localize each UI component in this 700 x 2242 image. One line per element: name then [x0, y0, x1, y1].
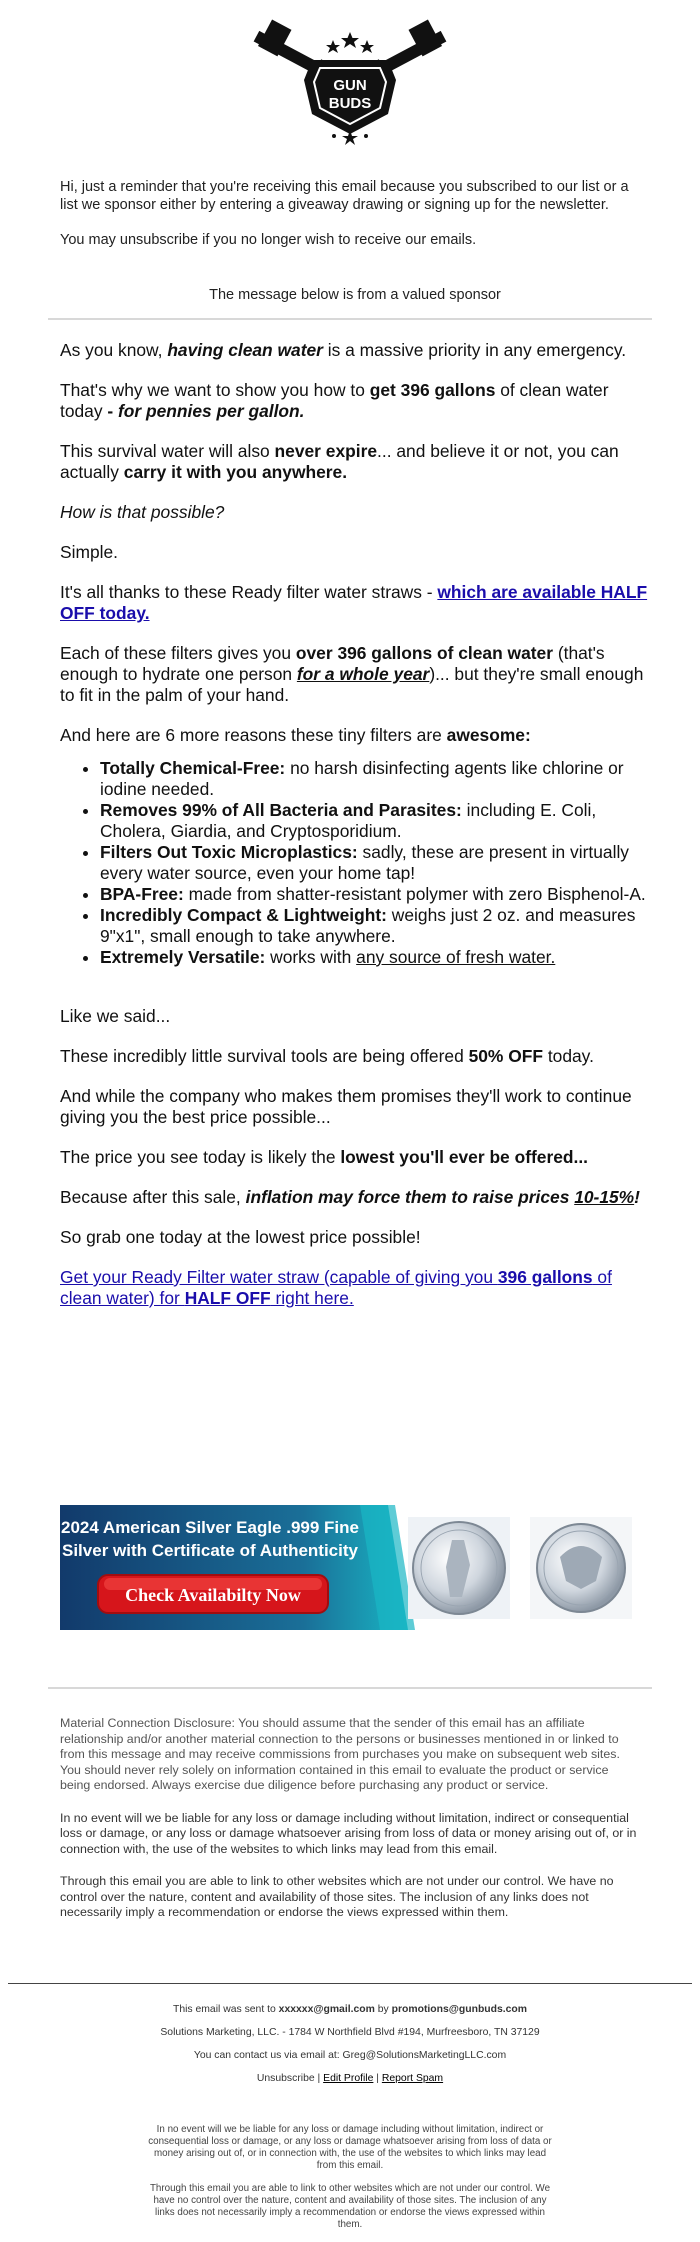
- cta-paragraph: [60, 1267, 652, 1309]
- paragraph: The price you see today is likely the lowest you'll ever be offered...: [60, 1147, 589, 1167]
- logo-text-buds: BUDS: [328, 95, 372, 112]
- report-spam-link[interactable]: Report Spam: [381, 2073, 444, 2084]
- intro-section: [60, 178, 650, 266]
- subscription-reminder: Hi, just a reminder that you're receiving this email because you subscribed to our list or a list we sponsor either by entering a giveaway drawing or signing up for the newsletter.: [60, 179, 629, 213]
- coin-back-image: [530, 1517, 632, 1619]
- paragraph: And while the company who makes them promises they'll work to continue giving you the best price possible...: [60, 1086, 632, 1127]
- material-disclosure: Material Connection Disclosure: You should assume that the sender of this email has an affiliate relationship and/or another material connection to the persons or businesses mentioned in or linked to from this message and may receive commissions from purchases you make on subsequent web sites. You should never rely solely on information contained in this email to evaluate the product or service being endorsed. Always exercise due diligence before purchasing any product or service.: [60, 1716, 620, 1792]
- cta-link[interactable]: Get your Ready Filter water straw (capable of giving you 396 gallons of clean water) for HALF OFF right here.: [60, 1267, 612, 1308]
- list-item: • Filters Out Toxic Microplastics: sadly, these are present in virtually every water source, even your home tap!: [100, 842, 652, 884]
- coin-front-image: [408, 1517, 510, 1619]
- unsubscribe-note: You may unsubscribe if you no longer wish to receive our emails.: [60, 232, 477, 248]
- sponsor-article: [60, 340, 652, 1328]
- paragraph: It's all thanks to these Ready filter water straws - which are available HALF OFF today.: [60, 582, 648, 623]
- paragraph: How is that possible?: [60, 502, 225, 522]
- divider: [48, 318, 652, 320]
- check-availability-label: Check Availabilty Now: [125, 1585, 301, 1605]
- ad-headline-line1: 2024 American Silver Eagle .999 Fine: [61, 1518, 359, 1537]
- company-address: Solutions Marketing, LLC. - 1784 W Northfield Blvd #194, Murfreesboro, TN 37129: [160, 2027, 540, 2038]
- paragraph: As you know, having clean water is a massive priority in any emergency.: [60, 340, 627, 360]
- logo-text-gun: GUN: [333, 77, 367, 94]
- paragraph: Like we said...: [60, 1006, 171, 1026]
- gun-buds-logo[interactable]: [250, 18, 450, 152]
- liability-disclaimer: In no event will we be liable for any loss or damage including without limitation, indirect or consequential loss or damage, or any loss or damage whatsoever arising from loss of data or money arising out of, or in connection with, the use of the websites to which links may lead from this email.: [60, 1810, 637, 1856]
- fine-print: [145, 2124, 555, 2242]
- external-links-disclaimer: Through this email you are able to link to other websites which are not under our control. We have no control over the nature, content and availability of those sites. The inclusion of any links does not necessarily imply a recommendation or endorse the views expressed within them.: [60, 1874, 614, 1919]
- paragraph: These incredibly little survival tools are being offered 50% OFF today.: [60, 1046, 594, 1066]
- paragraph: Simple.: [60, 542, 118, 562]
- list-item: • Removes 99% of All Bacteria and Parasites: including E. Coli, Cholera, Giardia, and Cryptosporidium.: [100, 800, 652, 842]
- unsubscribe-link[interactable]: Unsubscribe: [256, 2073, 315, 2084]
- paragraph: So grab one today at the lowest price possible!: [60, 1227, 421, 1247]
- fine-liability: In no event will we be liable for any loss or damage including without limitation, indirect or consequential loss or damage, or any loss or damage whatsoever arising from loss of data or money arising out of, or in connection with, the use of the websites to which links may lead from this email.: [148, 2124, 552, 2171]
- list-item: • BPA-Free: made from shatter-resistant polymer with zero Bisphenol-A.: [100, 884, 652, 905]
- silver-eagle-ad-banner[interactable]: [60, 1505, 640, 1630]
- list-item: • Totally Chemical-Free: no harsh disinfecting agents like chlorine or iodine needed.: [100, 758, 652, 800]
- ad-headline-line2: Silver with Certificate of Authenticity: [62, 1541, 358, 1560]
- edit-profile-link[interactable]: Edit Profile: [323, 2073, 374, 2084]
- disclaimer-section: [60, 1716, 642, 1938]
- divider: [8, 1983, 692, 1984]
- half-off-link[interactable]: which are available HALF OFF today.: [60, 582, 648, 623]
- fine-links: Through this email you are able to link to other websites which are not under our control. We have no control over the nature, content and availability of those sites. The inclusion of any links does not necessarily imply a recommendation or endorse the views expressed within them.: [149, 2183, 551, 2230]
- divider: [48, 1687, 652, 1689]
- check-availability-button[interactable]: [98, 1575, 328, 1613]
- list-item: • Extremely Versatile: works with any source of fresh water.: [100, 947, 652, 968]
- sponsor-note: The message below is from a valued sponsor: [209, 287, 501, 303]
- paragraph: Each of these filters gives you over 396 gallons of clean water (that's enough to hydrate one person for a whole year)... but they're small enough to fit in the palm of your hand.: [60, 643, 644, 705]
- reasons-list: [60, 758, 652, 968]
- contact-line: You can contact us via email at: Greg@SolutionsMarketingLLC.com: [193, 2050, 507, 2061]
- paragraph: That's why we want to show you how to get 396 gallons of clean water today - for pennies per gallon.: [60, 380, 609, 421]
- paragraph: This survival water will also never expire... and believe it or not, you can actually carry it with you anywhere.: [60, 441, 619, 482]
- list-item: • Incredibly Compact & Lightweight: weighs just 2 oz. and measures 9"x1", small enough to take anywhere.: [100, 905, 652, 947]
- sent-to-line: This email was sent to xxxxxx@gmail.com by promotions@gunbuds.com: [172, 2004, 528, 2015]
- footer-links: Unsubscribe | Edit Profile | Report Spam: [256, 2073, 444, 2084]
- paragraph: Because after this sale, inflation may force them to raise prices 10-15%!: [60, 1187, 640, 1207]
- paragraph: And here are 6 more reasons these tiny filters are awesome:: [60, 725, 531, 745]
- email-footer: [60, 2003, 640, 2095]
